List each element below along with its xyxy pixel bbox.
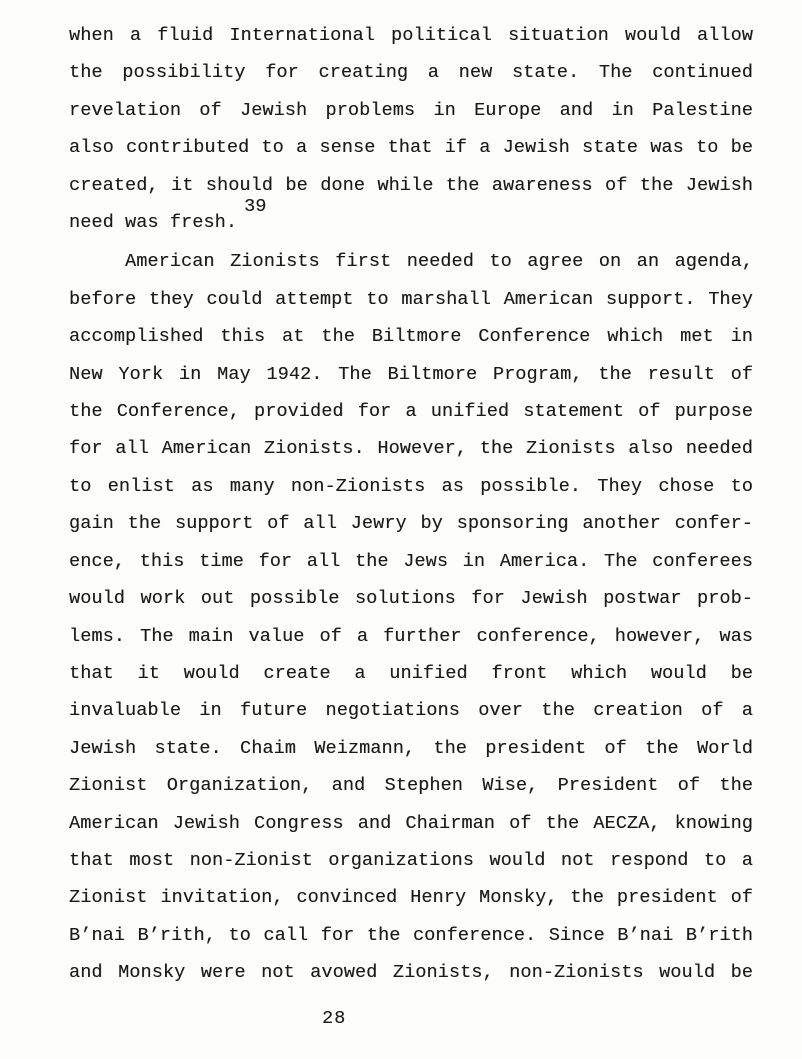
text-line-content: invaluable in future negotiations over the creation of a [69, 700, 753, 722]
text-line-content: revelation of Jewish problems in Europe and in Palestine [69, 99, 753, 121]
text-line-content: accomplished this at the Biltmore Conference which met in [69, 326, 753, 348]
text-line-content: created, it should be done while the awareness of the Jewish [69, 174, 753, 196]
text-line-content: for all American Zionists. However, the Zionists also needed [69, 438, 753, 460]
text-line [69, 767, 753, 804]
text-line-content: lems. The main value of a further conference, however, was [69, 625, 753, 647]
page-number: 28 [322, 1008, 347, 1029]
text-line [69, 318, 753, 355]
text-line [69, 281, 753, 318]
text-line [69, 618, 753, 655]
text-line [69, 805, 753, 842]
text-line [69, 842, 753, 879]
paragraph-2 [69, 243, 753, 991]
text-line [69, 505, 753, 542]
text-line [69, 393, 753, 430]
text-line-content: New York in May 1942. The Biltmore Program, the result of [69, 363, 753, 385]
text-line-content: before they could attempt to marshall American support. They [69, 288, 753, 310]
text-line-content: that it would create a unified front which would be [69, 662, 753, 684]
text-line [69, 580, 753, 617]
text-line-content: American Jewish Congress and Chairman of the AECZA, knowing [69, 812, 753, 834]
text-line [69, 879, 753, 916]
text-line-content: that most non-Zionist organizations would not respond to a [69, 849, 753, 871]
text-line-content: the possibility for creating a new state. The continued [69, 62, 753, 84]
text-line [69, 356, 753, 393]
text-line [69, 17, 753, 54]
text-line-content: ence, this time for all the Jews in America. The conferees [69, 550, 753, 572]
text-line-content: B’nai B’rith, to call for the conference. Since B’nai B’rith [69, 924, 753, 946]
paragraph-1 [69, 17, 753, 241]
text-line-content: Zionist Organization, and Stephen Wise, President of the [69, 775, 753, 797]
text-line [69, 196, 753, 241]
text-line-content: and Monsky were not avowed Zionists, non-Zionists would be [69, 962, 753, 984]
text-line [69, 54, 753, 91]
text-line-content: American Zionists first needed to agree on an agenda, [125, 251, 753, 273]
text-line [69, 655, 753, 692]
text-line [69, 430, 753, 467]
text-line [69, 92, 753, 129]
text-line [69, 129, 753, 166]
text-line [69, 468, 753, 505]
text-line [69, 692, 753, 729]
text-line-content: to enlist as many non-Zionists as possible. They chose to [69, 475, 753, 497]
text-line [69, 917, 753, 954]
footnote-marker: 39 [244, 196, 267, 218]
text-line-content: would work out possible solutions for Jewish postwar prob- [69, 588, 753, 610]
text-line [69, 954, 753, 991]
text-line [69, 243, 753, 280]
page-text [69, 17, 753, 992]
text-line-content: Zionist invitation, convinced Henry Monsky, the president of [69, 887, 753, 909]
text-line-content: the Conference, provided for a unified statement of purpose [69, 401, 753, 423]
text-line-content: need was fresh. [69, 212, 238, 234]
text-line [69, 730, 753, 767]
text-line-content: when a fluid International political situation would allow [69, 25, 753, 46]
text-line [69, 167, 753, 204]
text-line-content: also contributed to a sense that if a Jewish state was to be [69, 137, 753, 159]
text-line-content: Jewish state. Chaim Weizmann, the president of the World [69, 737, 753, 759]
text-line-content: gain the support of all Jewry by sponsoring another confer- [69, 513, 753, 535]
text-line [69, 543, 753, 580]
